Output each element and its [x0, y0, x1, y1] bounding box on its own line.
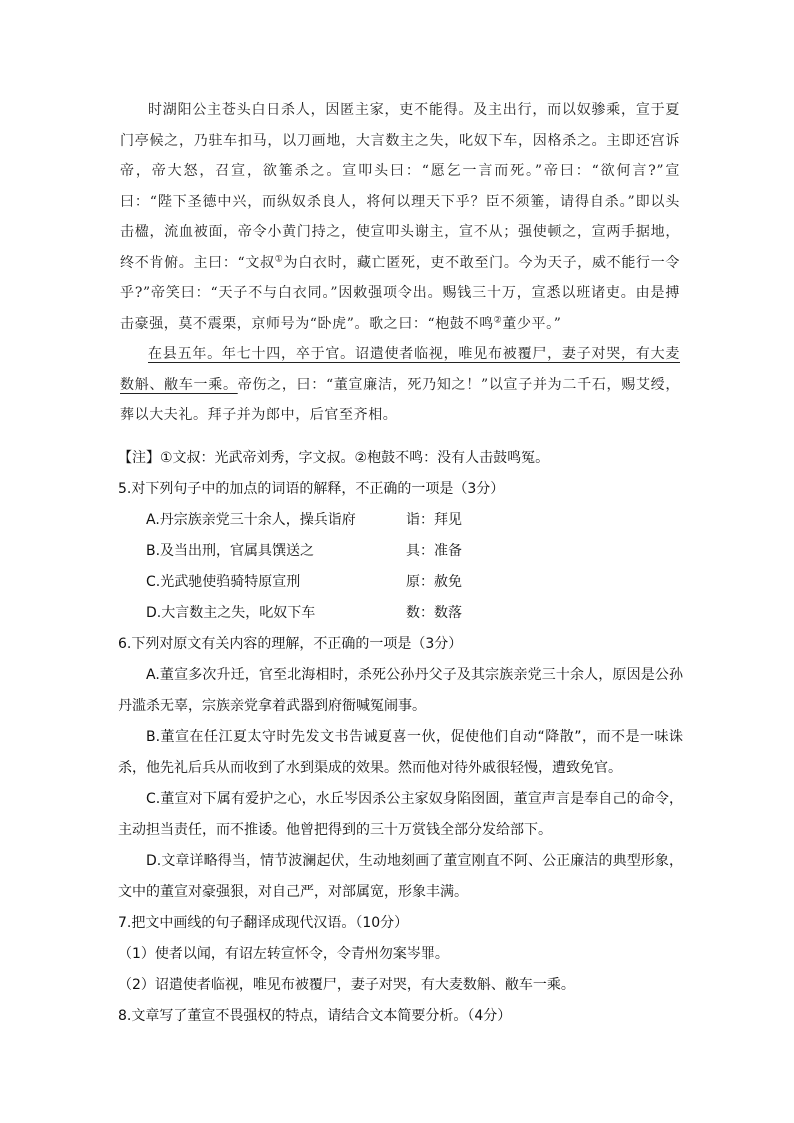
passage-paragraph-2 [120, 339, 680, 431]
annotation-note: 【注】①文叔：光武帝刘秀，字文叔。②枹鼓不鸣：没有人击鼓鸣冤。 [118, 450, 550, 466]
footnote-marker-2: ② [493, 314, 503, 325]
passage-text-1a: 时湖阳公主苍头白日杀人，因匿主家，吏不能得。及主出行，而以奴骖乘，宣于夏门亭候之，乃驻车扣马，以刀画地，大言数主之失，叱奴下车，因格杀之。主即还宫诉帝，帝大怒，召宣，欲箠杀之。宣叩头曰：“愿乞一言而死。”帝曰：“欲何言?”宣曰：“陛下圣德中兴，而纵奴杀良人，将何以理天下乎？臣不须箠，请得自杀。”即以头击楹，流血被面，帝令小黄门持之，使宣叩头谢主，宣不从；强使顿之，宣两手据地，终不肯俯。主曰：“文叔 [120, 102, 680, 271]
question-5-option-c: C.光武驰使驺骑特原宣刑 原：赦免 [146, 574, 462, 590]
underlined-sentence: 在县五年。年七十四，卒于官。诏遣使者临视，唯见布被覆尸，妻子对哭，有大麦数斛、敝车一乘。 [120, 346, 680, 393]
passage-text-2b: 帝伤之，曰：“董宣廉洁，死乃知之！”以宣子并为二千石，赐艾绶，葬以大夫礼。拜子并为郎中，后官至齐相。 [120, 376, 680, 423]
question-5-stem: 5.对下列句子中的加点的词语的解释，不正确的一项是（3分） [118, 481, 505, 497]
question-8-stem: 8.文章写了董宣不畏强权的特点，请结合文本简要分析。（4分） [118, 1008, 512, 1024]
question-7-item-1: （1）使者以闻，有诏左转宣怀令，令青州勿案岑罪。 [118, 946, 449, 962]
question-7-item-2: （2）诏遣使者临视，唯见布被覆尸，妻子对哭，有大麦数斛、敝车一乘。 [118, 977, 575, 993]
question-5-option-a: A.丹宗族亲党三十余人，操兵诣府 诣：拜见 [146, 512, 462, 528]
question-5-option-d: D.大言数主之失，叱奴下车 数：数落 [146, 605, 462, 621]
question-6-option-c: C.董宣对下属有爱护之心，水丘岑因杀公主家奴身陷囹圄，董宣声言是奉自己的命令，主动担当责任，而不推诿。他曾把得到的三十万赏钱全部分发给部下。 [118, 791, 683, 838]
question-6-stem: 6.下列对原文有关内容的理解，不正确的一项是（3分） [118, 636, 463, 652]
question-6-option-b: B.董宣在任江夏太守时先发文书告诫夏喜一伙，促使他们自动“降散”，而不是一味诛杀，他先礼后兵从而收到了水到渠成的效果。然而他对待外戚很轻慢，遭致免官。 [118, 729, 683, 776]
question-5-option-b: B.及当出刑，官属具馔送之 具：准备 [146, 543, 462, 559]
passage-paragraph-1 [120, 95, 680, 339]
passage-text-1b: 为白衣时，藏亡匿死，吏不敢至门。今为天子，威不能行一令乎?”帝笑曰：“天子不与白衣同。”因敕强项令出。赐钱三十万，宣悉以班诸吏。由是搏击豪强，莫不震栗，京师号为“卧虎”。歌之曰：“枹鼓不鸣 [120, 254, 680, 332]
footnote-marker-1: ① [274, 253, 284, 264]
question-6-option-a: A.董宣多次升迁，官至北海相时，杀死公孙丹父子及其宗族亲党三十余人，原因是公孙丹滥杀无辜，宗族亲党拿着武器到府衙喊冤闹事。 [118, 667, 683, 714]
questions-section [118, 443, 683, 1032]
question-6-option-d: D.文章详略得当，情节波澜起伏，生动地刻画了董宣刚直不阿、公正廉洁的典型形象，文中的董宣对豪强狠，对自己严，对部属宽，形象丰满。 [118, 853, 683, 900]
question-7-stem: 7.把文中画线的句子翻译成现代汉语。（10分） [118, 915, 409, 931]
classical-passage [120, 95, 680, 431]
passage-text-1c: 董少平。” [502, 315, 562, 332]
